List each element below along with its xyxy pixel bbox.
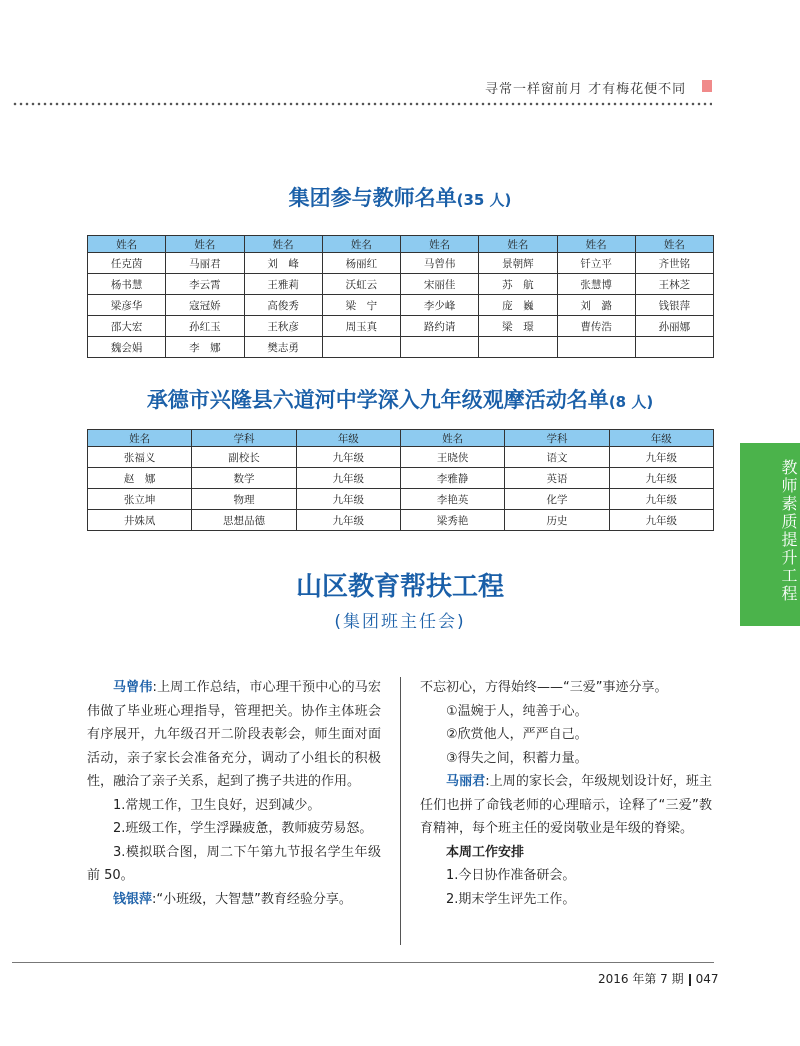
paragraph: ③得失之间，积蓄力量。: [446, 750, 588, 766]
paragraph: 1.今日协作准备研会。: [446, 868, 576, 883]
table-cell: 刘 潞: [557, 295, 635, 316]
table-cell: 李艳英: [400, 489, 504, 510]
table-cell: 钎立平: [557, 253, 635, 274]
table-cell: [401, 337, 479, 358]
table-cell: 王秋彦: [244, 316, 322, 337]
table-cell: 张立坤: [88, 489, 192, 510]
subheading: 本周工作安排: [446, 844, 525, 860]
column-header: 姓名: [635, 236, 713, 253]
section-title: 山区教育帮扶工程: [295, 572, 504, 602]
table-cell: [322, 337, 400, 358]
table-cell: 梁彦华: [88, 295, 166, 316]
column-header: 姓名: [166, 236, 244, 253]
speaker-name: 马丽君: [446, 774, 486, 789]
paragraph: [87, 676, 381, 794]
table-cell: 王雅莉: [244, 274, 322, 295]
table-cell: [557, 337, 635, 358]
teacher-list-table: [87, 235, 714, 358]
speaker-name: 钱银萍: [113, 891, 153, 907]
paragraph: ②欣赏他人，严严自己。: [446, 727, 588, 742]
table-cell: 周玉真: [322, 316, 400, 337]
article-right-column: [420, 676, 712, 911]
table-cell: 杨丽红: [322, 253, 400, 274]
table1-title: 集团参与教师名单: [288, 186, 457, 210]
column-header: 姓名: [88, 236, 166, 253]
column-header: 姓名: [479, 236, 557, 253]
table-cell: 钱银萍: [635, 295, 713, 316]
table-cell: 英语: [505, 468, 609, 489]
table-cell: [479, 337, 557, 358]
table-row: [88, 447, 714, 468]
paragraph: 2.期末学生评先工作。: [446, 891, 576, 907]
paragraph: [420, 770, 712, 841]
column-header: 年级: [296, 430, 400, 447]
column-header: 姓名: [401, 236, 479, 253]
column-header: 学科: [192, 430, 296, 447]
column-header: 姓名: [88, 430, 192, 447]
table-cell: 九年级: [296, 489, 400, 510]
table-cell: 九年级: [609, 447, 713, 468]
paragraph-text: :“小班级，大智慧”教育经验分享。: [152, 891, 352, 907]
footer-rule: [12, 962, 714, 963]
table-cell: 马曾伟: [401, 253, 479, 274]
paragraph: 3.模拟联合图，周二下午第九节报名学生年级前 50。: [87, 844, 381, 883]
table-cell: 邵大宏: [88, 316, 166, 337]
table-header-row: [88, 430, 714, 447]
paragraph: 不忘初心，方得始终——“三爱”事迹分享。: [420, 680, 668, 695]
footer-separator: [689, 974, 691, 986]
table-cell: 高俊秀: [244, 295, 322, 316]
column-header: 姓名: [557, 236, 635, 253]
table-cell: 苏 航: [479, 274, 557, 295]
paragraph: [87, 888, 381, 912]
observation-list-table: [87, 429, 714, 531]
table-cell: 九年级: [609, 510, 713, 531]
paragraph-text: :上周工作总结，市心理干预中心的马宏伟做了毕业班心理指导，管理把关。协作主体班会有序展开，九年级召开二阶段表彰会，师生面对面活动，亲子家长会准备充分，调动了小组长的积极性，融洽了亲子关系，起到了携子共进的作用。: [87, 680, 381, 789]
paragraph-text: :上周的家长会，年级规划设计好，班主任们也拼了命钱老师的心理暗示，诠释了“三爱”教育精神，每个班主任的爱岗敬业是年级的脊梁。: [420, 774, 712, 836]
table1-count: (35 人): [456, 191, 512, 209]
table-cell: 刘 峰: [244, 253, 322, 274]
table-cell: 九年级: [296, 447, 400, 468]
table-cell: 梁 宁: [322, 295, 400, 316]
side-tab-label: 教师素质提升工程: [779, 459, 798, 603]
table-cell: 李云霄: [166, 274, 244, 295]
paragraph: ①温婉于人，纯善于心。: [446, 703, 588, 719]
table-cell: 井姝凤: [88, 510, 192, 531]
table-cell: 李雅静: [400, 468, 504, 489]
table-cell: 物理: [192, 489, 296, 510]
article-left-column: [87, 676, 381, 911]
table-row: [88, 468, 714, 489]
table-cell: 李 娜: [166, 337, 244, 358]
column-header: 姓名: [322, 236, 400, 253]
table-row: [88, 489, 714, 510]
table-cell: 思想品德: [192, 510, 296, 531]
table-cell: 齐世铭: [635, 253, 713, 274]
table-cell: 数学: [192, 468, 296, 489]
table-cell: 张慧博: [557, 274, 635, 295]
table-cell: 孙红玉: [166, 316, 244, 337]
table-cell: 王林芝: [635, 274, 713, 295]
table-cell: 马丽君: [166, 253, 244, 274]
header-mark: [702, 80, 712, 92]
table1-title-block: [0, 182, 800, 212]
table-row: [88, 253, 714, 274]
table-cell: 语文: [505, 447, 609, 468]
header-slogan: 寻常一样窗前月 才有梅花便不同: [485, 82, 687, 97]
table-cell: 孙丽娜: [635, 316, 713, 337]
table-row: [88, 274, 714, 295]
table-row: [88, 510, 714, 531]
table-cell: 魏会娟: [88, 337, 166, 358]
table2-count: (8 人): [608, 393, 654, 411]
table-cell: 九年级: [609, 468, 713, 489]
table-cell: 梁 璟: [479, 316, 557, 337]
table-cell: 杨书慧: [88, 274, 166, 295]
paragraph: 1.常规工作，卫生良好，迟到减少。: [113, 797, 321, 813]
table2-title: 承德市兴隆县六道河中学深入九年级观摩活动名单: [146, 388, 609, 412]
table-cell: 景朝辉: [479, 253, 557, 274]
table2-title-block: [0, 384, 800, 414]
table-cell: 任克茵: [88, 253, 166, 274]
table-header-row: [88, 236, 714, 253]
column-divider: [400, 677, 401, 945]
column-header: 姓名: [244, 236, 322, 253]
table-cell: 路约请: [401, 316, 479, 337]
table-cell: 宋丽佳: [401, 274, 479, 295]
table-cell: 樊志勇: [244, 337, 322, 358]
table-cell: 赵 娜: [88, 468, 192, 489]
table-cell: 庞 巍: [479, 295, 557, 316]
table-cell: 张福义: [88, 447, 192, 468]
column-header: 年级: [609, 430, 713, 447]
column-header: 姓名: [400, 430, 504, 447]
table-row: [88, 316, 714, 337]
table-cell: 王晓侠: [400, 447, 504, 468]
table-cell: 九年级: [609, 489, 713, 510]
dotted-divider: [12, 102, 712, 106]
table-cell: 沃虹云: [322, 274, 400, 295]
table-row: [88, 337, 714, 358]
table-cell: 化学: [505, 489, 609, 510]
table-cell: 曹传浩: [557, 316, 635, 337]
table-cell: 梁秀艳: [400, 510, 504, 531]
table-row: [88, 295, 714, 316]
table-cell: 副校长: [192, 447, 296, 468]
section-subtitle: (集团班主任会): [334, 612, 466, 632]
speaker-name: 马曾伟: [113, 680, 153, 695]
table-cell: 历史: [505, 510, 609, 531]
page-number: 047: [695, 972, 719, 986]
table-cell: 九年级: [296, 468, 400, 489]
table-cell: 寇冠娇: [166, 295, 244, 316]
paragraph: 2.班级工作，学生浮躁疲惫，教师疲劳易怒。: [113, 821, 373, 836]
table-cell: [635, 337, 713, 358]
issue-label: 2016 年第 7 期: [598, 972, 684, 986]
table-cell: 九年级: [296, 510, 400, 531]
column-header: 学科: [505, 430, 609, 447]
page-footer: [598, 970, 719, 987]
table-cell: 李少峰: [401, 295, 479, 316]
